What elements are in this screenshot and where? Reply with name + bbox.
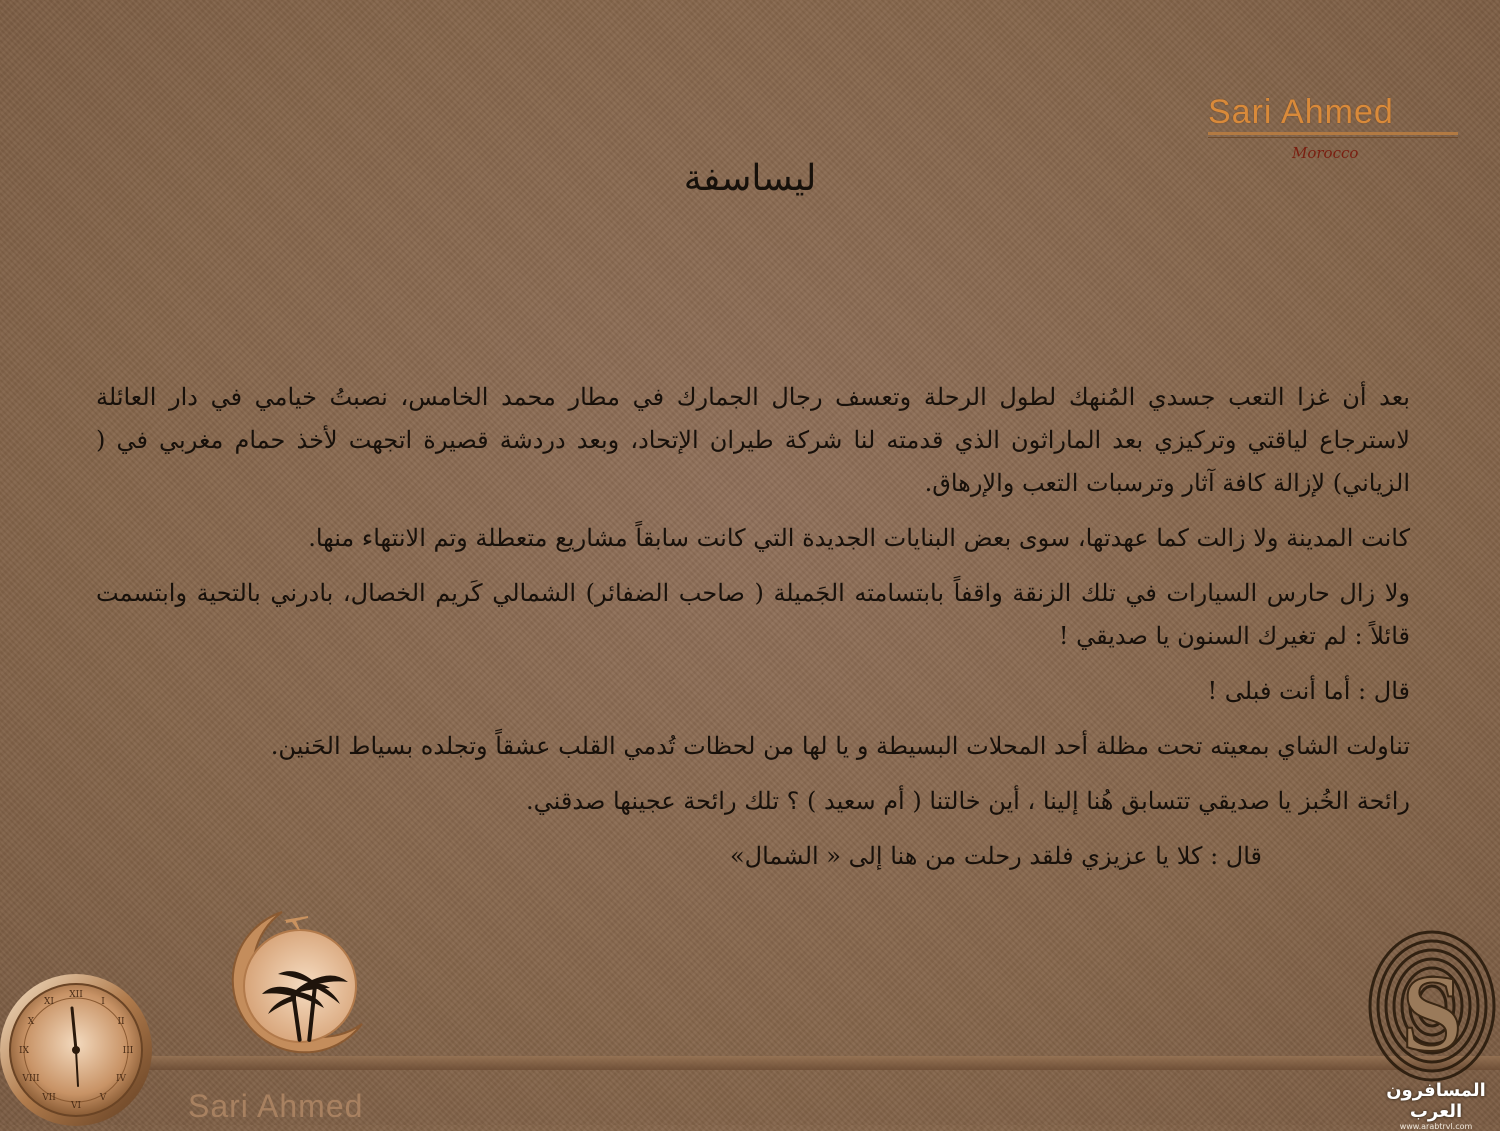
svg-text:I: I [101,997,105,1007]
paragraph: قال : كلا يا عزيزي فلقد رحلت من هنا إلى « الشمال» [729,842,1262,870]
svg-text:X: X [27,1017,35,1027]
svg-text:S: S [1401,952,1463,1074]
paragraph: قال : أما أنت فبلى ! [1207,677,1410,705]
svg-text:V: V [99,1093,107,1103]
svg-text:IV: IV [115,1074,127,1084]
watermark-url: www.arabtrvl.com [1399,1122,1473,1131]
airplane-icon [282,906,310,934]
brand-logo-top [1208,92,1464,162]
svg-text:IX: IX [19,1046,29,1056]
svg-text:II: II [117,1017,125,1027]
fingerprint-s-icon [1360,922,1500,1092]
paragraph: ولا زال حارس السيارات في تلك الزنقة واقفاً بابتسامته الجَميلة ( صاحب الضفائر) الشمالي كَريم الخصال، بادرني بالتحية وابتسمت قائلاً : لم تغيرك السنون يا صديقي ! [96,579,1410,650]
paragraph: تناولت الشاي بمعيته تحت مظلة أحد المحلات البسيطة و يا لها من لحظات تُدمي القلب عشقاً وتجلده بسياط الحَنين. [270,732,1410,760]
page-title: ليساسفة [683,158,817,199]
svg-text:VII: VII [42,1093,56,1103]
brand-logo-text: Sari Ahmed [1208,93,1394,131]
paragraph: كانت المدينة ولا زالت كما عهدتها، سوى بعض البنايات الجديدة التي كانت سابقاً مشاريع متعطلة وتم الانتهاء منها. [308,524,1410,552]
paragraph: رائحة الخُبز يا صديقي تتسابق هُنا إلينا ، أين خالتنا ( أم سعيد ) ؟ تلك رائحة عجينها صدقني. [526,787,1410,815]
brand-logo-rule-thin [1208,137,1458,138]
svg-text:VIII: VIII [22,1074,40,1084]
paragraph: بعد أن غزا التعب جسدي المُنهك لطول الرحلة وتعسف رجال الجمارك في مطار محمد الخامس، نصبتُ خيامي في دار العائلة لاسترجاع لياقتي وتركيزي بعد الماراثون الذي قدمته لنا شركة طيران الإتحاد، وبعد دردشة قصيرة اتجهت لأخذ حمام مغربي في ( الزياني) لإزالة كافة آثار وترسبات التعب والإرهاق. [96,383,1410,497]
clock-icon [0,968,162,1128]
site-watermark [1380,1080,1492,1131]
brand-logo-bottom: Sari Ahmed [188,1088,364,1124]
watermark-site-name: المسافرون العرب [1386,1080,1486,1122]
svg-text:VI: VI [70,1101,82,1111]
svg-text:III: III [122,1046,134,1056]
brand-logo-subtitle: Morocco [1292,144,1359,162]
brand-logo-rule [1208,132,1458,135]
svg-text:XII: XII [69,990,83,1000]
svg-text:XI: XI [44,997,54,1007]
article-body [96,376,1410,890]
